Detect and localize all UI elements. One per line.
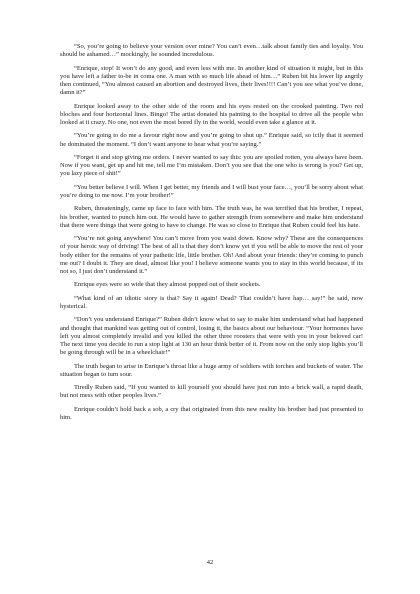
paragraph-12: The truth began to arise in Enrique’s throat like a huge army of soldiers with torches and buckets of water. The situation began to turn sour. xyxy=(60,362,363,378)
paragraph-5: “Forget it and stop giving me orders. I never wanted to say this: you are spoiled rotten, you always have been. Now if you want, get up and hit me, tell me I’m mistaken. Don’t you see that the one who is wrong is you? Get up, you lazy piece of shit!” xyxy=(60,153,363,178)
paragraph-13: Tiredly Ruben said, “If you wanted to kill yourself you should have just run into a brick wall, a rapid death, but not mess with other peoples lives.” xyxy=(60,384,363,400)
paragraph-4: “You’re going to do me a favour right now and you’re going to shut up.” Enrique said, so icily that it seemed he dominated the moment. “I don’t want anyone to hear what you’re saying.” xyxy=(60,132,363,148)
paragraph-3: Enrique looked away to the other side of the room and his eyes rested on the crooked painting. Two red bloches and four horizontal lines. Bingo! The artist donated his painting to the hospital to drive all the people who looked at it crazy. No one, not even the most bored fly in the world, would even take a glance at it. xyxy=(60,102,363,126)
paragraph-2: “Enrique, stop! It won’t do any good, and even less with me. In another kind of situation it might, but in this you have left a father to-be in coma one. A man with so much life ahead of him…” Ruben bit his lower lip angrily then continued, “You almost caused an abortion and destroyed lives, their lives!!!! Can’t you see what you’ve done, damn it?” xyxy=(60,64,363,97)
page-body-text xyxy=(60,43,363,427)
paragraph-9: Enrique eyes were so wide that they almost popped out of their sockets. xyxy=(74,281,261,289)
paragraph-10: “What kind of an idiotic story is that? Say it again! Dead? That couldn’t have hap… say!” he said, now hysterical. xyxy=(60,294,363,310)
page-number: 42 xyxy=(206,559,214,566)
paragraph-14: Enrique couldn’t hold back a sob, a cry that originated from this new reality his brother had just presented to him. xyxy=(60,405,363,421)
paragraph-7: Ruben, threateningly, came up face to face with him. The truth was, he was terrified that his brother, I repeat, his brother, wanted to punch him out. He would have to gather strength from somewhere and make him understand that there were things that were going to have to change. He was so close to Enrique that Ruben could feel his hate. xyxy=(60,205,363,229)
paragraph-1: “So, you’re going to believe your version over mine? You can’t even…talk about family ties and loyalty. You should be ashamed…” mockingly, he sounded incredulous. xyxy=(60,43,363,59)
paragraph-8: “You’re not going anywhere! You can’t move from you waist down. Know why? These are the consequences of your heroic way of driving! The best of all is that they don’t know yet if you will be able to move the rest of your body either for the remains of your pathetic life, little brother. Oh! And about your friends: they’re coming to punch me out? I doubt it. They are dead, almost like you! I believe someone wants you to stay in this world because, if its not so, I just don’t understand it.” xyxy=(60,235,363,275)
paragraph-6: “You better believe I will. When I get better, my friends and I will bust your face…, you’ll be sorry about what you’re doing to me now. I’m your brother!” xyxy=(60,183,363,199)
paragraph-11: “Don’t you understand Enrique?” Ruben didn’t know what to say to make him understand what had happened and thought that mankind was getting out of control, losing it, the basics about our behaviour. “Your hormones have left you almost completely invalid and you killed the other three roosters that were with you in your beloved car! The next time you decide to run a stop light at 130 an hour think better of it. From now on the only stop lights you’ll be going through will be in a wheelchair!” xyxy=(60,316,363,357)
